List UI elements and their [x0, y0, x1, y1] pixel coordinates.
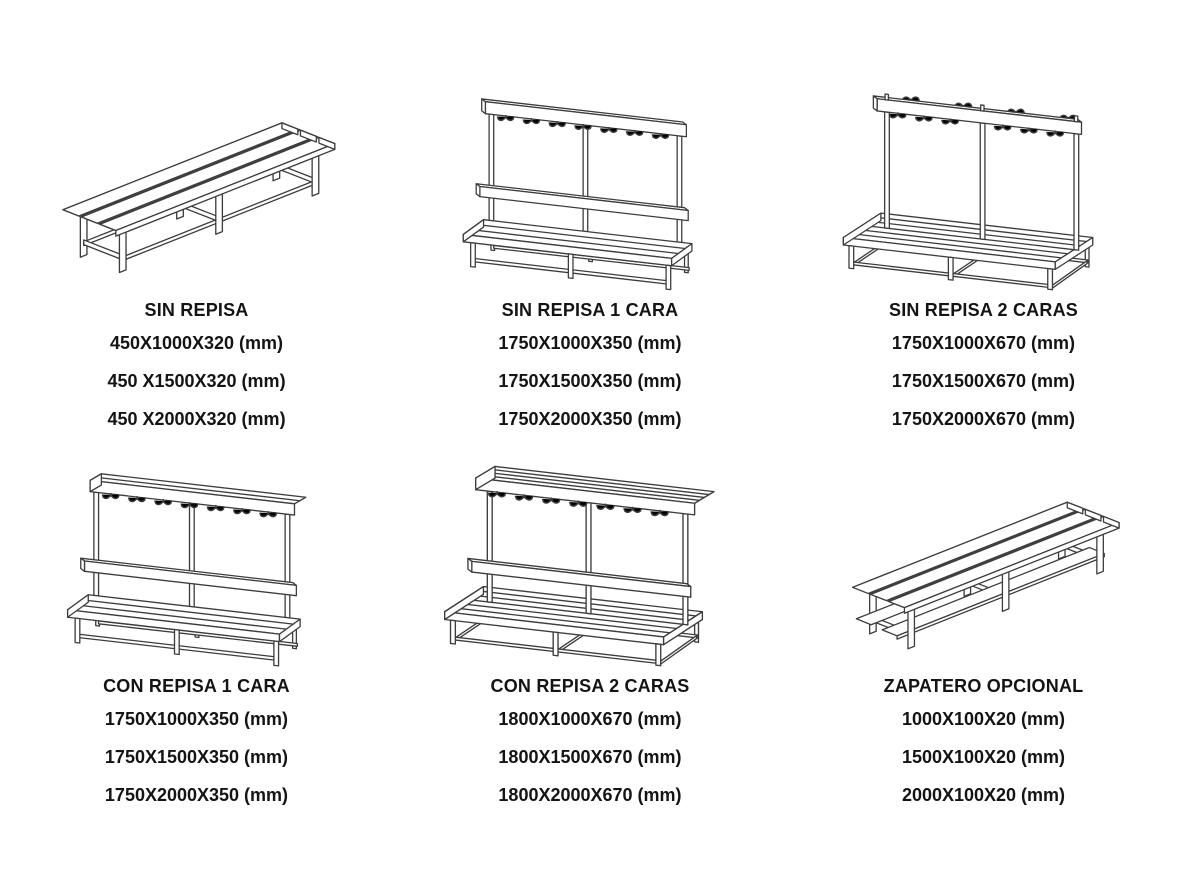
- drawing-area: [0, 454, 393, 666]
- product-dimension: 2000X100X20 (mm): [901, 785, 1066, 805]
- product-card-zapatero-opcional: [787, 440, 1180, 892]
- drawing-area: [787, 454, 1180, 666]
- product-card-sin-repisa-1-cara: [393, 0, 787, 440]
- product-dimension: 1000X100X20 (mm): [901, 709, 1066, 729]
- product-dimension: 1750X1000X670 (mm): [891, 333, 1076, 353]
- product-title: SIN REPISA 2 CARAS: [889, 300, 1078, 320]
- product-dimension: 1500X100X20 (mm): [901, 747, 1066, 767]
- catalog-row-bottom: [0, 440, 1180, 892]
- product-dimension: 450X1000X320 (mm): [109, 333, 284, 353]
- product-card-con-repisa-2-caras: [393, 440, 787, 892]
- product-title: CON REPISA 2 CARAS: [490, 676, 690, 696]
- product-dimension: 1750X1500X670 (mm): [891, 371, 1076, 391]
- drawing-area: [0, 80, 393, 290]
- product-dimension: 1750X2000X670 (mm): [891, 409, 1076, 429]
- product-dimension: 1750X2000X350 (mm): [104, 785, 289, 805]
- product-title: CON REPISA 1 CARA: [103, 676, 290, 696]
- product-dimension: 1750X1000X350 (mm): [104, 709, 289, 729]
- product-card-sin-repisa: [0, 0, 393, 440]
- bench-slatted-shelf-two-sides-drawing-icon: [435, 449, 745, 666]
- product-card-sin-repisa-2-caras: [787, 0, 1180, 440]
- product-dimension: 450 X2000X320 (mm): [107, 409, 286, 429]
- product-dimension: 1750X2000X350 (mm): [498, 409, 682, 429]
- product-dimension: 1800X1000X670 (mm): [498, 709, 682, 729]
- drawing-area: [393, 454, 787, 666]
- product-title: ZAPATERO OPCIONAL: [883, 676, 1084, 696]
- bench-hooks-one-side-drawing-icon: [443, 83, 738, 290]
- bench-basic-drawing-icon: [46, 87, 348, 290]
- drawing-area: [393, 80, 787, 290]
- drawing-area: [787, 80, 1180, 290]
- product-dimension: 450 X1500X320 (mm): [107, 371, 286, 391]
- product-dimension: 1800X1500X670 (mm): [498, 747, 682, 767]
- product-dimension: 1750X1500X350 (mm): [498, 371, 682, 391]
- product-dimension: 1800X2000X670 (mm): [498, 785, 682, 805]
- bench-hooks-two-sides-drawing-icon: [834, 80, 1134, 290]
- product-title: SIN REPISA 1 CARA: [501, 300, 679, 320]
- catalog-row-top: [0, 0, 1180, 440]
- bench-shelf-hooks-one-side-drawing-icon: [47, 456, 347, 666]
- product-dimension: 1750X1000X350 (mm): [498, 333, 682, 353]
- product-card-con-repisa-1-cara: [0, 440, 393, 892]
- shoe-rack-bench-drawing-icon: [836, 467, 1132, 666]
- product-title: SIN REPISA: [144, 300, 249, 320]
- product-dimension: 1750X1500X350 (mm): [104, 747, 289, 767]
